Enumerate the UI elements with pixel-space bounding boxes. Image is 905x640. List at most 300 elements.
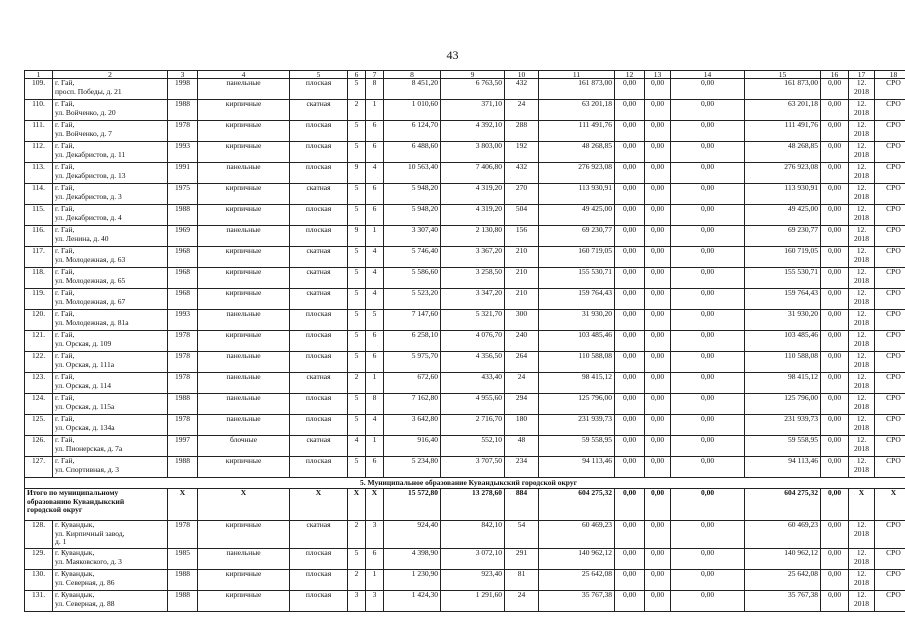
deadline-cell-line: 12. <box>856 309 867 318</box>
floors-cell: 2 <box>348 100 366 121</box>
entrances-cell: 4 <box>366 163 384 184</box>
wall-material-cell: панельные <box>198 310 290 331</box>
row-number-cell: 117. <box>25 247 53 268</box>
wall-material-cell: панельные <box>198 79 290 100</box>
floors-cell: 9 <box>348 163 366 184</box>
zero-cell: 0,00 <box>645 489 671 521</box>
total-cost-cell: 94 113,46 <box>745 457 821 478</box>
year-cell: 1993 <box>168 310 198 331</box>
address-cell <box>53 247 168 268</box>
table-row <box>25 373 905 394</box>
address-cell-line: г. Гай, <box>55 456 75 465</box>
floors-cell: 5 <box>348 184 366 205</box>
deadline-cell-line: 2018 <box>854 401 869 411</box>
wall-material-cell: кирпичные <box>198 142 290 163</box>
column-number-cell: 1 <box>25 71 53 79</box>
zero-cell: 0,00 <box>671 373 745 394</box>
total-cost-cell: 49 425,00 <box>745 205 821 226</box>
zero-cell: 0,00 <box>821 570 849 591</box>
zero-cell: 0,00 <box>615 247 645 268</box>
cost-cell: 140 962,12 <box>539 549 615 570</box>
roof-type-cell: скатная <box>290 247 348 268</box>
row-number-cell: 125. <box>25 415 53 436</box>
total-area-cell: 8 451,20 <box>384 79 441 100</box>
roof-type-cell: плоская <box>290 570 348 591</box>
address-cell-line: г. Гай, <box>55 246 75 255</box>
wall-material-cell: блочные <box>198 436 290 457</box>
row-number-cell: 109. <box>25 79 53 100</box>
entrances-cell: 5 <box>366 310 384 331</box>
cost-cell: 125 796,00 <box>539 394 615 415</box>
zero-cell: 0,00 <box>645 591 671 612</box>
living-area-cell: 3 707,50 <box>441 457 505 478</box>
zero-cell: 0,00 <box>671 570 745 591</box>
living-area-cell: 923,40 <box>441 570 505 591</box>
entrances-cell: 6 <box>366 457 384 478</box>
deadline-cell-line: 2018 <box>854 149 869 159</box>
zero-cell: 0,00 <box>645 79 671 100</box>
row-number-cell: 110. <box>25 100 53 121</box>
floors-cell: 5 <box>348 79 366 100</box>
address-cell-line: г. Гай, <box>55 351 75 360</box>
zero-cell: 0,00 <box>645 247 671 268</box>
column-number-cell: 3 <box>168 71 198 79</box>
address-cell <box>53 121 168 142</box>
total-area-cell: 10 563,40 <box>384 163 441 184</box>
method-cell: СРО <box>875 310 905 331</box>
living-area-cell: 2 716,70 <box>441 415 505 436</box>
housing-register-table <box>24 70 905 612</box>
residents-cell: 48 <box>505 436 539 457</box>
total-cost-cell: 63 201,18 <box>745 100 821 121</box>
residents-cell: 54 <box>505 521 539 549</box>
roof-type-cell: плоская <box>290 394 348 415</box>
deadline-cell-line: 2018 <box>854 128 869 138</box>
address-cell <box>53 226 168 247</box>
cost-cell: 35 767,38 <box>539 591 615 612</box>
floors-cell: 2 <box>348 521 366 549</box>
deadline-cell <box>849 163 875 184</box>
total-cost-cell: 161 873,00 <box>745 79 821 100</box>
residents-cell: 270 <box>505 184 539 205</box>
row-number-cell: 111. <box>25 121 53 142</box>
row-number-cell: 115. <box>25 205 53 226</box>
zero-cell: 0,00 <box>645 415 671 436</box>
deadline-cell-line: 2018 <box>854 317 869 327</box>
method-cell: СРО <box>875 226 905 247</box>
address-cell <box>53 331 168 352</box>
zero-cell: 0,00 <box>645 268 671 289</box>
deadline-cell <box>849 310 875 331</box>
zero-cell: 0,00 <box>615 489 645 521</box>
total-cost-cell: 59 558,95 <box>745 436 821 457</box>
deadline-cell <box>849 521 875 549</box>
table-body <box>25 71 905 612</box>
method-cell: СРО <box>875 205 905 226</box>
living-area-cell: 4 356,50 <box>441 352 505 373</box>
total-cost-cell: 113 930,91 <box>745 184 821 205</box>
roof-type-cell: плоская <box>290 457 348 478</box>
floors-cell: 9 <box>348 226 366 247</box>
total-cost-cell: 159 764,43 <box>745 289 821 310</box>
zero-cell: 0,00 <box>671 247 745 268</box>
total-cost-cell: 35 767,38 <box>745 591 821 612</box>
deadline-cell-line: 2018 <box>854 577 869 587</box>
row-number-cell: 119. <box>25 289 53 310</box>
entrances-cell: 6 <box>366 352 384 373</box>
roof-type-cell: плоская <box>290 163 348 184</box>
wall-material-cell: кирпичные <box>198 268 290 289</box>
zero-cell: 0,00 <box>821 521 849 549</box>
year-cell: 1978 <box>168 415 198 436</box>
subtotal-row <box>25 489 905 521</box>
roof-type-cell: плоская <box>290 352 348 373</box>
deadline-cell <box>849 457 875 478</box>
roof-type-cell: плоская <box>290 121 348 142</box>
zero-cell: 0,00 <box>615 549 645 570</box>
wall-material-cell: панельные <box>198 352 290 373</box>
residents-cell: 24 <box>505 591 539 612</box>
zero-cell: 0,00 <box>821 591 849 612</box>
zero-cell: 0,00 <box>615 352 645 373</box>
zero-cell: 0,00 <box>671 521 745 549</box>
table-row <box>25 457 905 478</box>
zero-cell: 0,00 <box>821 226 849 247</box>
address-cell-line: ул. Молодежная, д. 65 <box>55 275 126 285</box>
column-number-cell: 12 <box>615 71 645 79</box>
roof-type-cell: скатная <box>290 100 348 121</box>
subtotal-label <box>25 489 168 521</box>
deadline-cell-line: 12. <box>856 78 867 87</box>
living-area-cell: 2 130,80 <box>441 226 505 247</box>
zero-cell: 0,00 <box>645 457 671 478</box>
deadline-cell <box>849 205 875 226</box>
address-cell-line: г. Гай, <box>55 141 75 150</box>
method-cell: СРО <box>875 163 905 184</box>
method-cell: СРО <box>875 436 905 457</box>
year-cell: 1969 <box>168 226 198 247</box>
living-area-cell: 6 763,50 <box>441 79 505 100</box>
residents-cell: 234 <box>505 457 539 478</box>
cost-cell: 59 558,95 <box>539 436 615 457</box>
entrances-cell: 6 <box>366 331 384 352</box>
zero-cell: 0,00 <box>615 373 645 394</box>
cost-cell: 49 425,00 <box>539 205 615 226</box>
cost-cell: 48 268,85 <box>539 142 615 163</box>
roof-type-cell: плоская <box>290 79 348 100</box>
row-number-cell: 120. <box>25 310 53 331</box>
total-area-cell: 924,40 <box>384 521 441 549</box>
table-row <box>25 205 905 226</box>
cost-cell: 113 930,91 <box>539 184 615 205</box>
address-cell-line: ул. Орская, д. 111а <box>55 359 115 369</box>
address-cell-line: ул. Орская, д. 109 <box>55 338 112 348</box>
deadline-cell-line: 2018 <box>854 422 869 432</box>
roof-type-cell: скатная <box>290 436 348 457</box>
row-number-cell: 128. <box>25 521 53 549</box>
living-area-cell: 3 072,10 <box>441 549 505 570</box>
deadline-cell-line: 12. <box>856 351 867 360</box>
residents-cell: 180 <box>505 415 539 436</box>
zero-cell: 0,00 <box>645 205 671 226</box>
method-cell: СРО <box>875 591 905 612</box>
roof-type-cell: скатная <box>290 521 348 549</box>
entrances-cell: 6 <box>366 205 384 226</box>
address-cell <box>53 142 168 163</box>
total-area-cell: 1 424,30 <box>384 591 441 612</box>
zero-cell: 0,00 <box>821 184 849 205</box>
living-area-cell: 3 367,20 <box>441 247 505 268</box>
subtotal-label-line: образованию Кувандыкский <box>27 496 125 506</box>
address-cell-line: г. Гай, <box>55 267 75 276</box>
deadline-cell-line: 12. <box>856 435 867 444</box>
deadline-cell <box>849 331 875 352</box>
floors-cell: 5 <box>348 247 366 268</box>
total-area-cell: 5 586,60 <box>384 268 441 289</box>
x-mark-cell: X <box>198 489 290 521</box>
wall-material-cell: кирпичные <box>198 205 290 226</box>
zero-cell: 0,00 <box>671 184 745 205</box>
zero-cell: 0,00 <box>821 352 849 373</box>
table-row <box>25 121 905 142</box>
address-cell-line: ул. Спортивная, д. 3 <box>55 464 120 474</box>
deadline-cell <box>849 226 875 247</box>
cost-cell: 98 415,12 <box>539 373 615 394</box>
total-cost-cell: 98 415,12 <box>745 373 821 394</box>
living-area-cell: 4 392,10 <box>441 121 505 142</box>
year-cell: 1998 <box>168 79 198 100</box>
zero-cell: 0,00 <box>821 289 849 310</box>
column-number-cell: 11 <box>539 71 615 79</box>
address-cell-line: ул. Северная, д. 88 <box>55 598 115 608</box>
deadline-cell-line: 12. <box>856 520 867 529</box>
column-number-cell: 7 <box>366 71 384 79</box>
total-area-cell: 5 948,20 <box>384 205 441 226</box>
year-cell: 1997 <box>168 436 198 457</box>
zero-cell: 0,00 <box>615 457 645 478</box>
zero-cell: 0,00 <box>671 100 745 121</box>
floors-cell: 5 <box>348 289 366 310</box>
roof-type-cell: скатная <box>290 373 348 394</box>
deadline-cell-line: 12. <box>856 414 867 423</box>
deadline-cell <box>849 436 875 457</box>
address-cell-line: ул. Маяковского, д. 3 <box>55 556 122 566</box>
residents-cell: 432 <box>505 163 539 184</box>
deadline-cell-line: 2018 <box>854 86 869 96</box>
zero-cell: 0,00 <box>821 489 849 521</box>
zero-cell: 0,00 <box>671 289 745 310</box>
row-number-cell: 121. <box>25 331 53 352</box>
deadline-cell <box>849 289 875 310</box>
deadline-cell-line: 2018 <box>854 464 869 474</box>
floors-cell: 5 <box>348 415 366 436</box>
cost-cell: 159 764,43 <box>539 289 615 310</box>
zero-cell: 0,00 <box>821 205 849 226</box>
zero-cell: 0,00 <box>645 289 671 310</box>
zero-cell: 0,00 <box>671 121 745 142</box>
deadline-cell-line: 12. <box>856 330 867 339</box>
column-number-cell: 9 <box>441 71 505 79</box>
total-area-cell: 5 523,20 <box>384 289 441 310</box>
deadline-cell-line: 12. <box>856 548 867 557</box>
zero-cell: 0,00 <box>671 549 745 570</box>
table-row <box>25 549 905 570</box>
address-cell-line: г. Гай, <box>55 435 75 444</box>
cost-cell: 60 469,23 <box>539 521 615 549</box>
method-cell: СРО <box>875 247 905 268</box>
zero-cell: 0,00 <box>615 310 645 331</box>
residents-cell: 24 <box>505 100 539 121</box>
wall-material-cell: кирпичные <box>198 570 290 591</box>
zero-cell: 0,00 <box>671 436 745 457</box>
address-cell-line: г. Кувандык, <box>55 548 95 557</box>
address-cell-line: ул. Северная, д. 86 <box>55 577 115 587</box>
floors-cell: 5 <box>348 205 366 226</box>
address-cell-line: ул. Декабристов, д. 13 <box>55 170 126 180</box>
roof-type-cell: плоская <box>290 205 348 226</box>
zero-cell: 0,00 <box>671 331 745 352</box>
row-number-cell: 124. <box>25 394 53 415</box>
zero-cell: 0,00 <box>615 121 645 142</box>
zero-cell: 0,00 <box>821 310 849 331</box>
year-cell: 1988 <box>168 100 198 121</box>
column-number-cell: 13 <box>645 71 671 79</box>
total-cost-cell: 276 923,08 <box>745 163 821 184</box>
method-cell: СРО <box>875 521 905 549</box>
floors-cell: 2 <box>348 373 366 394</box>
year-cell: 1978 <box>168 373 198 394</box>
cost-cell: 63 201,18 <box>539 100 615 121</box>
total-area-cell: 15 572,80 <box>384 489 441 521</box>
entrances-cell: 6 <box>366 121 384 142</box>
deadline-cell-line: 12. <box>856 372 867 381</box>
row-number-cell: 123. <box>25 373 53 394</box>
entrances-cell: 1 <box>366 373 384 394</box>
zero-cell: 0,00 <box>821 100 849 121</box>
x-mark-cell: X <box>348 489 366 521</box>
table-row <box>25 100 905 121</box>
entrances-cell: 6 <box>366 142 384 163</box>
column-number-cell: 14 <box>671 71 745 79</box>
method-cell: СРО <box>875 142 905 163</box>
table-row <box>25 184 905 205</box>
method-cell: СРО <box>875 121 905 142</box>
total-cost-cell: 48 268,85 <box>745 142 821 163</box>
zero-cell: 0,00 <box>821 457 849 478</box>
zero-cell: 0,00 <box>645 331 671 352</box>
residents-cell: 210 <box>505 289 539 310</box>
total-cost-cell: 31 930,20 <box>745 310 821 331</box>
floors-cell: 5 <box>348 331 366 352</box>
entrances-cell: 8 <box>366 79 384 100</box>
year-cell: 1988 <box>168 570 198 591</box>
zero-cell: 0,00 <box>671 163 745 184</box>
deadline-cell-line: 12. <box>856 120 867 129</box>
cost-cell: 31 930,20 <box>539 310 615 331</box>
living-area-cell: 552,10 <box>441 436 505 457</box>
deadline-cell <box>849 79 875 100</box>
floors-cell: 5 <box>348 121 366 142</box>
zero-cell: 0,00 <box>615 521 645 549</box>
floors-cell: 2 <box>348 570 366 591</box>
year-cell: 1988 <box>168 394 198 415</box>
deadline-cell-line: 12. <box>856 267 867 276</box>
zero-cell: 0,00 <box>821 142 849 163</box>
zero-cell: 0,00 <box>645 226 671 247</box>
year-cell: 1978 <box>168 331 198 352</box>
total-area-cell: 3 642,80 <box>384 415 441 436</box>
entrances-cell: 1 <box>366 570 384 591</box>
floors-cell: 5 <box>348 549 366 570</box>
address-cell-line: ул. Молодежная, д. 63 <box>55 254 126 264</box>
address-cell-line: ул. Войченко, д. 7 <box>55 128 112 138</box>
address-cell-line: ул. Орская, д. 134а <box>55 422 115 432</box>
zero-cell: 0,00 <box>615 331 645 352</box>
address-cell-line: г. Гай, <box>55 309 75 318</box>
zero-cell: 0,00 <box>615 289 645 310</box>
total-area-cell: 916,40 <box>384 436 441 457</box>
row-number-cell: 113. <box>25 163 53 184</box>
cost-cell: 160 719,05 <box>539 247 615 268</box>
total-area-cell: 5 234,80 <box>384 457 441 478</box>
cost-cell: 110 588,08 <box>539 352 615 373</box>
deadline-cell-line: 12. <box>856 162 867 171</box>
deadline-cell-line: 12. <box>856 569 867 578</box>
row-number-cell: 114. <box>25 184 53 205</box>
total-area-cell: 6 124,70 <box>384 121 441 142</box>
address-cell-line: г. Гай, <box>55 183 75 192</box>
column-number-row <box>25 71 905 79</box>
residents-cell: 294 <box>505 394 539 415</box>
zero-cell: 0,00 <box>645 310 671 331</box>
year-cell: 1988 <box>168 205 198 226</box>
living-area-cell: 4 955,60 <box>441 394 505 415</box>
cost-cell: 25 642,08 <box>539 570 615 591</box>
wall-material-cell: кирпичные <box>198 289 290 310</box>
address-cell <box>53 352 168 373</box>
subtotal-label-line: городской округ <box>27 505 83 514</box>
address-cell-line: ул. Войченко, д. 20 <box>55 107 116 117</box>
zero-cell: 0,00 <box>615 163 645 184</box>
address-cell-line: ул. Кирпичный завод, <box>55 528 125 538</box>
x-mark-cell: X <box>168 489 198 521</box>
method-cell: СРО <box>875 415 905 436</box>
wall-material-cell: кирпичные <box>198 521 290 549</box>
deadline-cell-line: 12. <box>856 590 867 599</box>
roof-type-cell: скатная <box>290 268 348 289</box>
address-cell-line: г. Гай, <box>55 162 75 171</box>
deadline-cell-line: 12. <box>856 141 867 150</box>
wall-material-cell: панельные <box>198 394 290 415</box>
table-row <box>25 142 905 163</box>
cost-cell: 231 939,73 <box>539 415 615 436</box>
table-row <box>25 521 905 549</box>
deadline-cell-line: 2018 <box>854 359 869 369</box>
total-area-cell: 1 010,60 <box>384 100 441 121</box>
address-cell-line: ул. Орская, д. 114 <box>55 380 112 390</box>
deadline-cell <box>849 549 875 570</box>
deadline-cell <box>849 415 875 436</box>
zero-cell: 0,00 <box>645 394 671 415</box>
address-cell-line: просп. Победы, д. 21 <box>55 86 122 96</box>
floors-cell: 5 <box>348 142 366 163</box>
table-row <box>25 79 905 100</box>
zero-cell: 0,00 <box>645 121 671 142</box>
method-cell: СРО <box>875 184 905 205</box>
living-area-cell: 433,40 <box>441 373 505 394</box>
address-cell <box>53 205 168 226</box>
address-cell-line: д. 1 <box>55 537 67 546</box>
